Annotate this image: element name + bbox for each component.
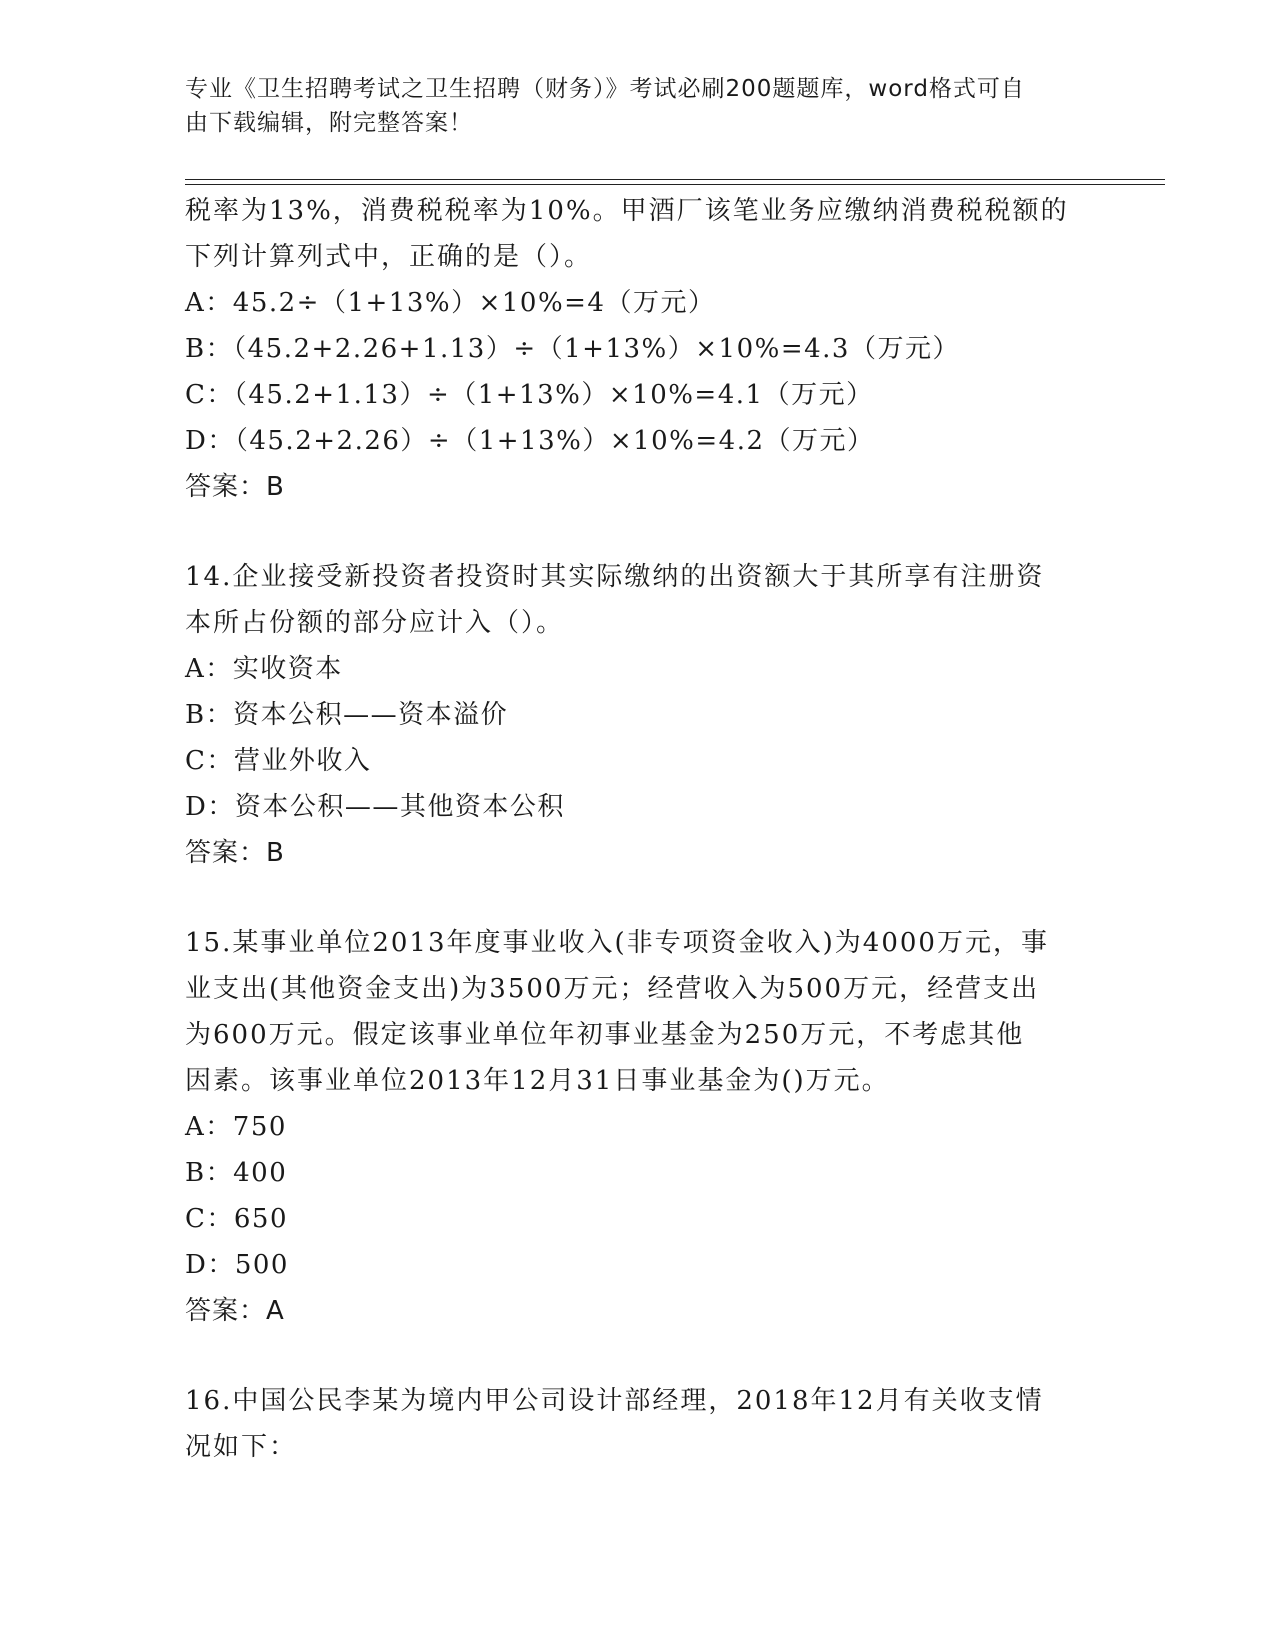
question-stem-line: 14.企业接受新投资者投资时其实际缴纳的出资额大于其所享有注册资 [185, 562, 1045, 592]
question-stem-line: 本所占份额的部分应计入（）。 [185, 608, 565, 638]
option-d: D：500 [185, 1250, 289, 1280]
option-a: A：45.2÷（1+13%）×10%=4（万元） [185, 288, 716, 318]
question-stem-line: 况如下： [185, 1432, 298, 1462]
answer-line: 答案：A [185, 1296, 285, 1326]
option-c: C：650 [185, 1204, 289, 1234]
question-14 [185, 554, 1065, 876]
question-stem-line: 15.某事业单位2013年度事业收入(非专项资金收入)为4000万元，事 [185, 928, 1049, 958]
question-stem-line: 为600万元。假定该事业单位年初事业基金为250万元，不考虑其他 [185, 1020, 1025, 1050]
option-a: A：750 [185, 1112, 287, 1142]
option-a: A：实收资本 [185, 654, 343, 684]
header-title-line-1: 专业《卫生招聘考试之卫生招聘（财务）》考试必刷200题题库，word格式可自 [185, 76, 1025, 102]
question-15 [185, 920, 1065, 1334]
question-stem-line: 下列计算列式中，正确的是（）。 [185, 242, 593, 272]
question-stem-line: 因素。该事业单位2013年12月31日事业基金为()万元。 [185, 1066, 890, 1096]
header-title-line-2: 由下载编辑，附完整答案！ [185, 110, 473, 136]
option-b: B：（45.2+2.26+1.13）÷（1+13%）×10%=4.3（万元） [185, 334, 960, 364]
option-c: C：营业外收入 [185, 746, 372, 776]
question-13 [185, 188, 1069, 510]
question-list [185, 188, 1069, 1470]
question-stem-line: 16.中国公民李某为境内甲公司设计部经理，2018年12月有关收支情 [185, 1386, 1044, 1416]
option-b: B：资本公积——资本溢价 [185, 700, 509, 730]
question-16 [185, 1378, 1065, 1470]
option-d: D：资本公积——其他资本公积 [185, 792, 565, 822]
option-b: B：400 [185, 1158, 288, 1188]
header-divider [185, 179, 1165, 185]
question-stem-line: 业支出(其他资金支出)为3500万元；经营收入为500万元，经营支出 [185, 974, 1040, 1004]
option-c: C：（45.2+1.13）÷（1+13%）×10%=4.1（万元） [185, 380, 874, 410]
answer-line: 答案：B [185, 472, 285, 502]
option-d: D：（45.2+2.26）÷（1+13%）×10%=4.2（万元） [185, 426, 875, 456]
document-header [185, 72, 1065, 140]
answer-line: 答案：B [185, 838, 285, 868]
question-stem-line: 税率为13%，消费税税率为10%。甲酒厂该笔业务应缴纳消费税税额的 [185, 196, 1069, 226]
